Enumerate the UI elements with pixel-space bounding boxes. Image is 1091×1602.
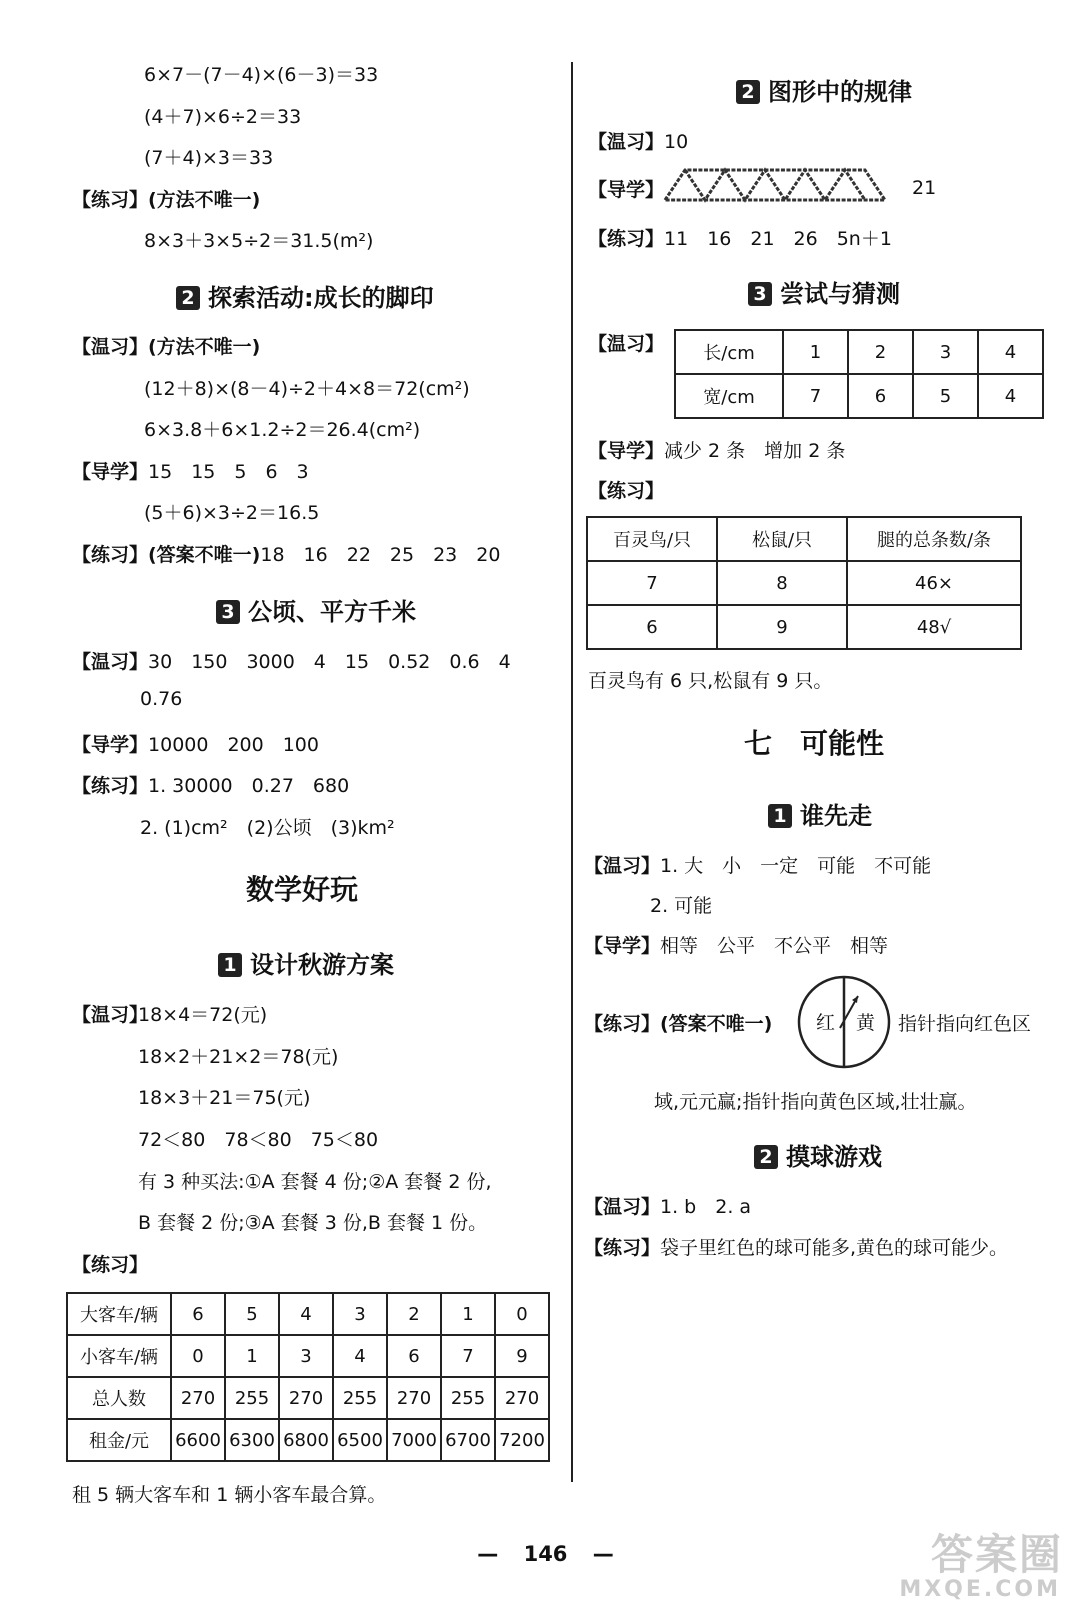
section-title: 探索活动:成长的脚印 [208,284,434,312]
answer-line: B 套餐 2 份;③A 套餐 3 份,B 套餐 1 份。 [138,1212,488,1234]
warmup-label: 【温习】 [584,1196,661,1218]
warmup-label: 【温习】 [588,333,665,355]
table-cell: 6 [387,1335,441,1377]
warmup-row [588,127,688,154]
table-cell: 6300 [225,1419,279,1461]
guide-answers: 减少 2 条 增加 2 条 [664,440,846,462]
table-cell: 270 [387,1377,441,1419]
table-cell: 总人数 [67,1377,171,1419]
table-cell: 宽/cm [675,374,783,418]
section-title: 尝试与猜测 [780,280,900,308]
practice-answers: 1. 30000 0.27 680 [148,775,350,797]
warmup-answers: 30 150 3000 4 15 0.52 0.6 4 [148,651,511,673]
guide-row [588,436,845,463]
table-cell: 7 [783,374,848,418]
warmup-label: 【温习】 [588,131,665,153]
table-row [675,374,1043,418]
equation-line: (4＋7)×6÷2＝33 [144,106,302,128]
table-cell: 1 [441,1293,495,1335]
table-cell: 270 [495,1377,549,1419]
table-cell: 255 [441,1377,495,1419]
practice-label: 【练习】(答案不唯一) [72,544,261,566]
guide-answer: 21 [912,177,937,199]
warmup-row [584,1192,751,1219]
practice-label: 【练习】 [584,1237,661,1259]
practice-answers: 11 16 21 26 5n＋1 [664,228,892,250]
table-cell: 3 [279,1335,333,1377]
bird-squirrel-table [586,516,1022,650]
equation-line: (5＋6)×3÷2＝16.5 [144,502,320,524]
equation-line: 6×3.8＋6×1.2÷2＝26.4(cm²) [144,419,421,441]
table-cell: 270 [171,1377,225,1419]
table-cell: 7 [441,1335,495,1377]
section-number: 2 [176,286,200,310]
table-row [67,1377,549,1419]
table-cell: 2 [848,330,913,374]
table-cell: 百灵鸟/只 [587,517,717,561]
section-title: 摸球游戏 [786,1143,882,1171]
guide-row [72,457,309,484]
guide-answers: 15 15 5 6 3 [148,461,309,483]
section-number: 2 [736,80,760,104]
warmup-answers: 2. 可能 [650,895,713,917]
section-heading [768,796,872,831]
conclusion-text: 租 5 辆大客车和 1 辆小客车最合算。 [72,1484,387,1506]
warmup-row [584,851,931,878]
page-dash: — [592,1542,614,1566]
spinner-yellow-label: 黄 [856,1012,876,1034]
section-heading [218,945,394,980]
warmup-label: 【温习】 [72,1004,149,1026]
page-dash: — [477,1542,499,1566]
practice-answers: 18 16 22 25 23 20 [260,544,501,566]
table-row [675,330,1043,374]
equation-line: 18×2＋21×2＝78(元) [138,1046,339,1068]
section-number: 3 [748,282,772,306]
table-cell: 大客车/辆 [67,1293,171,1335]
equation-line: 8×3＋3×5÷2＝31.5(m²) [144,230,374,252]
table-cell: 0 [171,1335,225,1377]
page-number: 146 [523,1542,568,1566]
watermark-url: MXQE.COM [899,1577,1061,1602]
table-cell: 租金/元 [67,1419,171,1461]
practice-row [584,1233,1008,1260]
warmup-answers: 1. b 2. a [660,1196,752,1218]
practice-label: 【练习】 [72,775,149,797]
warmup-row [72,647,511,674]
section-number: 2 [754,1145,778,1169]
unit-title: 七 可能性 [744,727,885,760]
table-cell: 松鼠/只 [717,517,847,561]
warmup-label: 【温习】(方法不唯一) [72,336,261,358]
table-cell: 7000 [387,1419,441,1461]
section-heading [216,592,416,627]
table-cell: 0 [495,1293,549,1335]
table-cell: 6800 [279,1419,333,1461]
table-cell: 6600 [171,1419,225,1461]
table-cell: 小客车/辆 [67,1335,171,1377]
conclusion-text: 百灵鸟有 6 只,松鼠有 9 只。 [588,670,833,692]
table-cell: 1 [783,330,848,374]
guide-label: 【导学】 [72,461,149,483]
table-cell: 255 [333,1377,387,1419]
table-cell: 6 [848,374,913,418]
table-cell: 5 [913,374,978,418]
warmup-answers: 10 [664,131,689,153]
section-title: 公顷、平方千米 [248,598,416,626]
practice-label: 【练习】(方法不唯一) [72,189,261,211]
guide-row [72,730,319,757]
unit-title: 数学好玩 [246,873,359,906]
spinner-red-label: 红 [816,1012,836,1034]
section-heading [754,1137,882,1172]
table-cell: 8 [717,561,847,605]
guide-answers: 相等 公平 不公平 相等 [660,935,889,957]
practice-row [72,771,349,798]
table-row [67,1419,549,1461]
table-cell: 3 [913,330,978,374]
answer-line: 有 3 种买法:①A 套餐 4 份;②A 套餐 2 份, [138,1171,492,1193]
section-title: 设计秋游方案 [250,951,394,979]
equation-line: 18×4＝72(元) [138,1004,268,1026]
table-cell: 6700 [441,1419,495,1461]
practice-label: 【练习】 [588,480,665,502]
equation-line: (12＋8)×(8－4)÷2＋4×8＝72(cm²) [144,378,470,400]
table-cell: 255 [225,1377,279,1419]
equation-line: 18×3＋21＝75(元) [138,1087,311,1109]
table-cell: 48√ [847,605,1021,649]
warmup-label: 【温习】 [72,651,149,673]
warmup-answers: 1. 大 小 一定 可能 不可能 [660,855,932,877]
guide-row [584,931,888,958]
spinner-figure [796,974,892,1070]
section-heading [176,278,434,313]
table-cell: 4 [978,330,1043,374]
table-cell: 5 [225,1293,279,1335]
warmup-answers-cont: 0.76 [140,688,183,710]
practice-row [72,540,500,567]
table-cell: 6 [171,1293,225,1335]
guide-answers: 10000 200 100 [148,734,319,756]
guide-label: 【导学】 [72,734,149,756]
section-number: 3 [216,600,240,624]
table-cell: 7200 [495,1419,549,1461]
table-row [67,1335,549,1377]
table-row [587,517,1021,561]
table-cell: 46× [847,561,1021,605]
table-cell: 4 [978,374,1043,418]
practice-answers: 袋子里红色的球可能多,黄色的球可能少。 [660,1237,1009,1259]
column-divider [571,62,573,1482]
table-cell: 9 [717,605,847,649]
section-number: 1 [768,804,792,828]
section-title: 谁先走 [800,802,872,830]
table-cell: 腿的总条数/条 [847,517,1021,561]
practice-label: 【练习】 [72,1254,149,1276]
table-cell: 4 [333,1335,387,1377]
section-heading [748,274,900,309]
table-cell: 4 [279,1293,333,1335]
practice-answers: 2. (1)cm² (2)公顷 (3)km² [140,817,395,839]
table-cell: 6 [587,605,717,649]
table-cell: 9 [495,1335,549,1377]
table-row [67,1293,549,1335]
triangle-sticks-figure [660,165,892,205]
table-cell: 3 [333,1293,387,1335]
warmup-label: 【温习】 [584,855,661,877]
guide-label: 【导学】 [584,935,661,957]
bus-rental-table [66,1292,550,1462]
equation-line: (7＋4)×3＝33 [144,147,274,169]
table-cell: 270 [279,1377,333,1419]
length-width-table [674,329,1044,419]
equation-line: 6×7－(7－4)×(6－3)＝33 [144,64,379,86]
watermark-logo: 答案圈 [930,1530,1063,1579]
section-number: 1 [218,953,242,977]
guide-label: 【导学】 [588,440,665,462]
practice-row [588,224,892,251]
comparison-line: 72＜80 78＜80 75＜80 [138,1129,379,1151]
table-cell: 1 [225,1335,279,1377]
table-row [587,561,1021,605]
table-cell: 长/cm [675,330,783,374]
section-title: 图形中的规律 [768,78,912,106]
table-cell: 2 [387,1293,441,1335]
practice-label: 【练习】 [588,228,665,250]
practice-answer: 域,元元赢;指针指向黄色区域,壮壮赢。 [654,1091,977,1113]
practice-answer: 指针指向红色区 [898,1013,1032,1035]
guide-label: 【导学】 [588,179,665,201]
table-cell: 6500 [333,1419,387,1461]
section-heading [736,72,912,107]
table-row [587,605,1021,649]
practice-label: 【练习】(答案不唯一) [584,1013,773,1035]
page-number-row [0,1542,1091,1566]
table-cell: 7 [587,561,717,605]
